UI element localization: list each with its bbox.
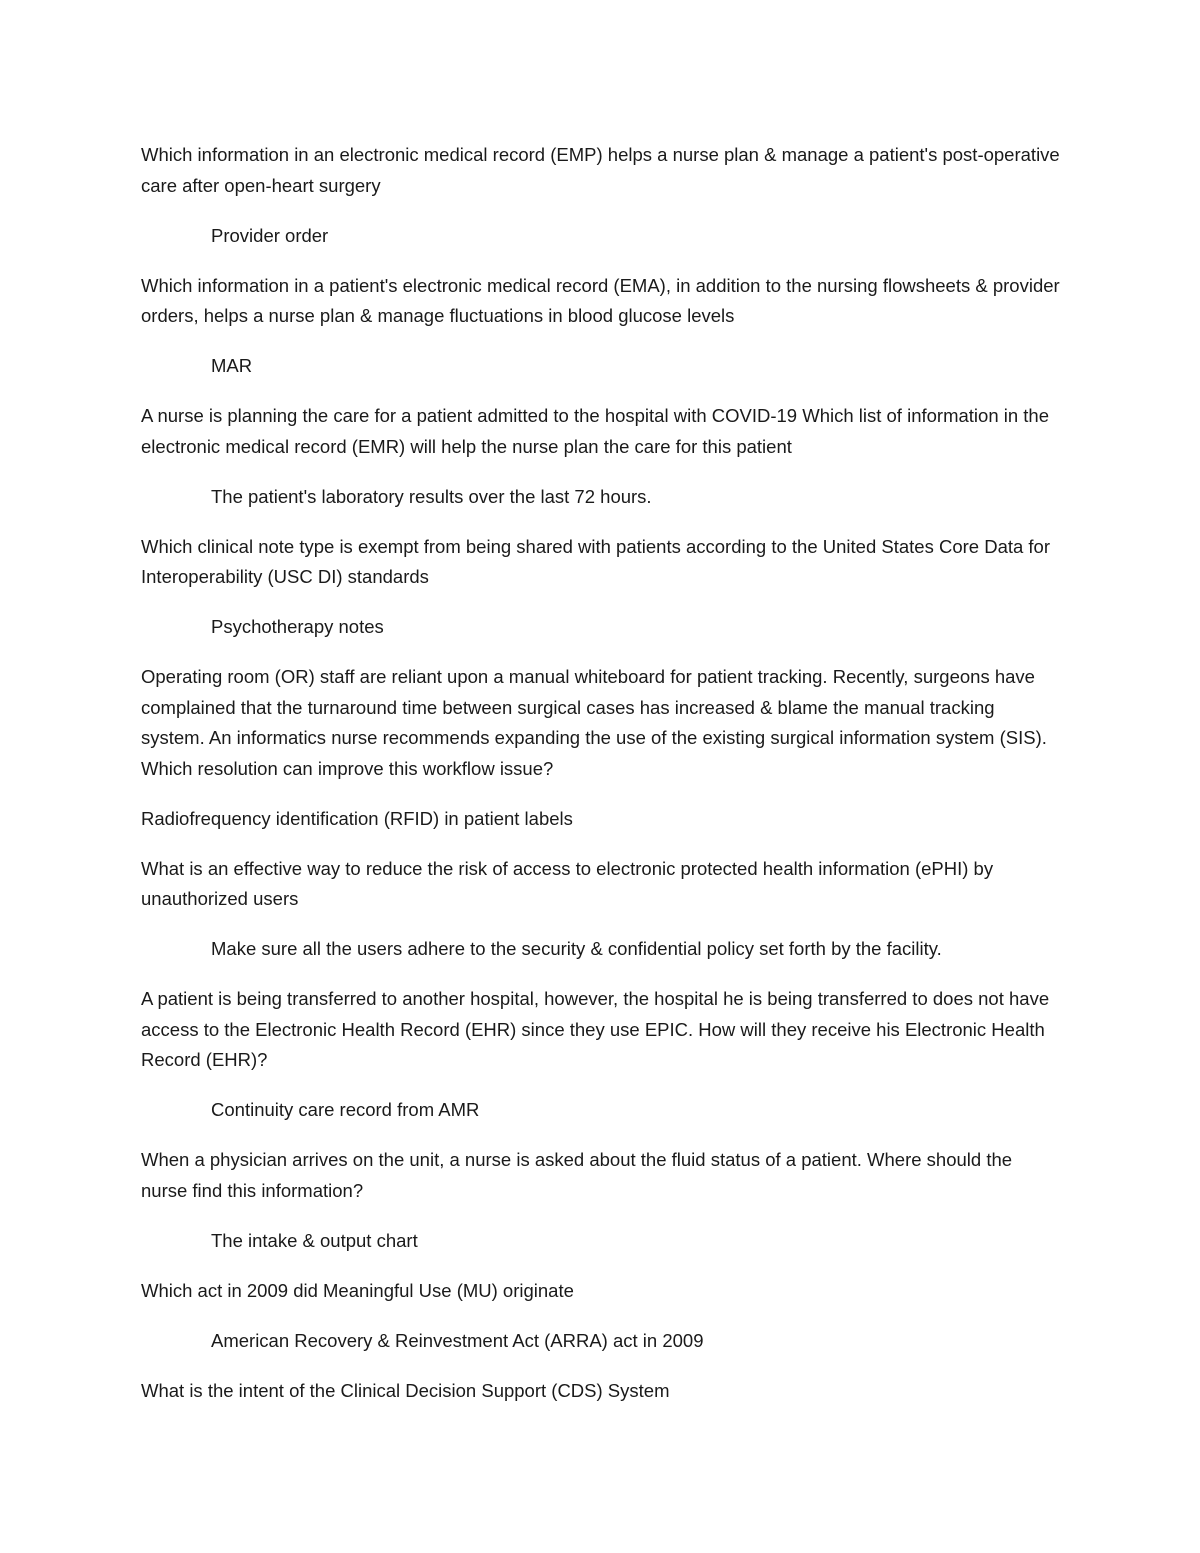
- question-paragraph: Which clinical note type is exempt from being shared with patients according to the United States Core Data for Interoperability (USC DI) standards: [141, 535, 1051, 587]
- answer-paragraph: The patient's laboratory results over the last 72 hours.: [211, 485, 652, 507]
- answer-paragraph: American Recovery & Reinvestment Act (ARRA) act in 2009: [211, 1329, 704, 1351]
- question-paragraph: Which act in 2009 did Meaningful Use (MU) originate: [141, 1279, 574, 1301]
- question-paragraph: Which information in an electronic medical record (EMP) helps a nurse plan & manage a patient's post-operative care after open-heart surgery: [141, 144, 1060, 196]
- question-paragraph: What is the intent of the Clinical Decision Support (CDS) System: [141, 1379, 670, 1401]
- answer-paragraph: Provider order: [211, 224, 329, 246]
- question-paragraph: Which information in a patient's electronic medical record (EMA), in addition to the nursing flowsheets & provider orders, helps a nurse plan & manage fluctuations in blood glucose levels: [141, 274, 1060, 326]
- answer-paragraph: MAR: [211, 355, 253, 376]
- answer-paragraph: Continuity care record from AMR: [211, 1099, 480, 1120]
- answer-paragraph: Psychotherapy notes: [211, 616, 384, 637]
- answer-paragraph: Make sure all the users adhere to the security & confidential policy set forth by the facility.: [211, 938, 942, 959]
- answer-paragraph: Radiofrequency identification (RFID) in patient labels: [141, 807, 573, 829]
- question-paragraph: When a physician arrives on the unit, a nurse is asked about the fluid status of a patient. Where should the nurse find this information?: [141, 1149, 1013, 1201]
- question-paragraph: A patient is being transferred to another hospital, however, the hospital he is being transferred to does not have access to the Electronic Health Record (EHR) since they use EPIC. How will they receive his Electronic Health Record (EHR)?: [141, 988, 1050, 1070]
- answer-paragraph: The intake & output chart: [211, 1229, 418, 1251]
- question-paragraph: Operating room (OR) staff are reliant upon a manual whiteboard for patient tracking. Recently, surgeons have complained that the turnaround time between surgical cases has increased & blame the manual tracking system. An informatics nurse recommends expanding the use of the existing surgical information system (SIS). Which resolution can improve this workflow issue?: [141, 666, 1047, 779]
- document-body: [141, 140, 1061, 1426]
- question-paragraph: What is an effective way to reduce the risk of access to electronic protected health information (ePHI) by unauthorized users: [141, 857, 994, 909]
- question-paragraph: A nurse is planning the care for a patient admitted to the hospital with COVID-19 Which list of information in the electronic medical record (EMR) will help the nurse plan the care for this patient: [141, 405, 1049, 457]
